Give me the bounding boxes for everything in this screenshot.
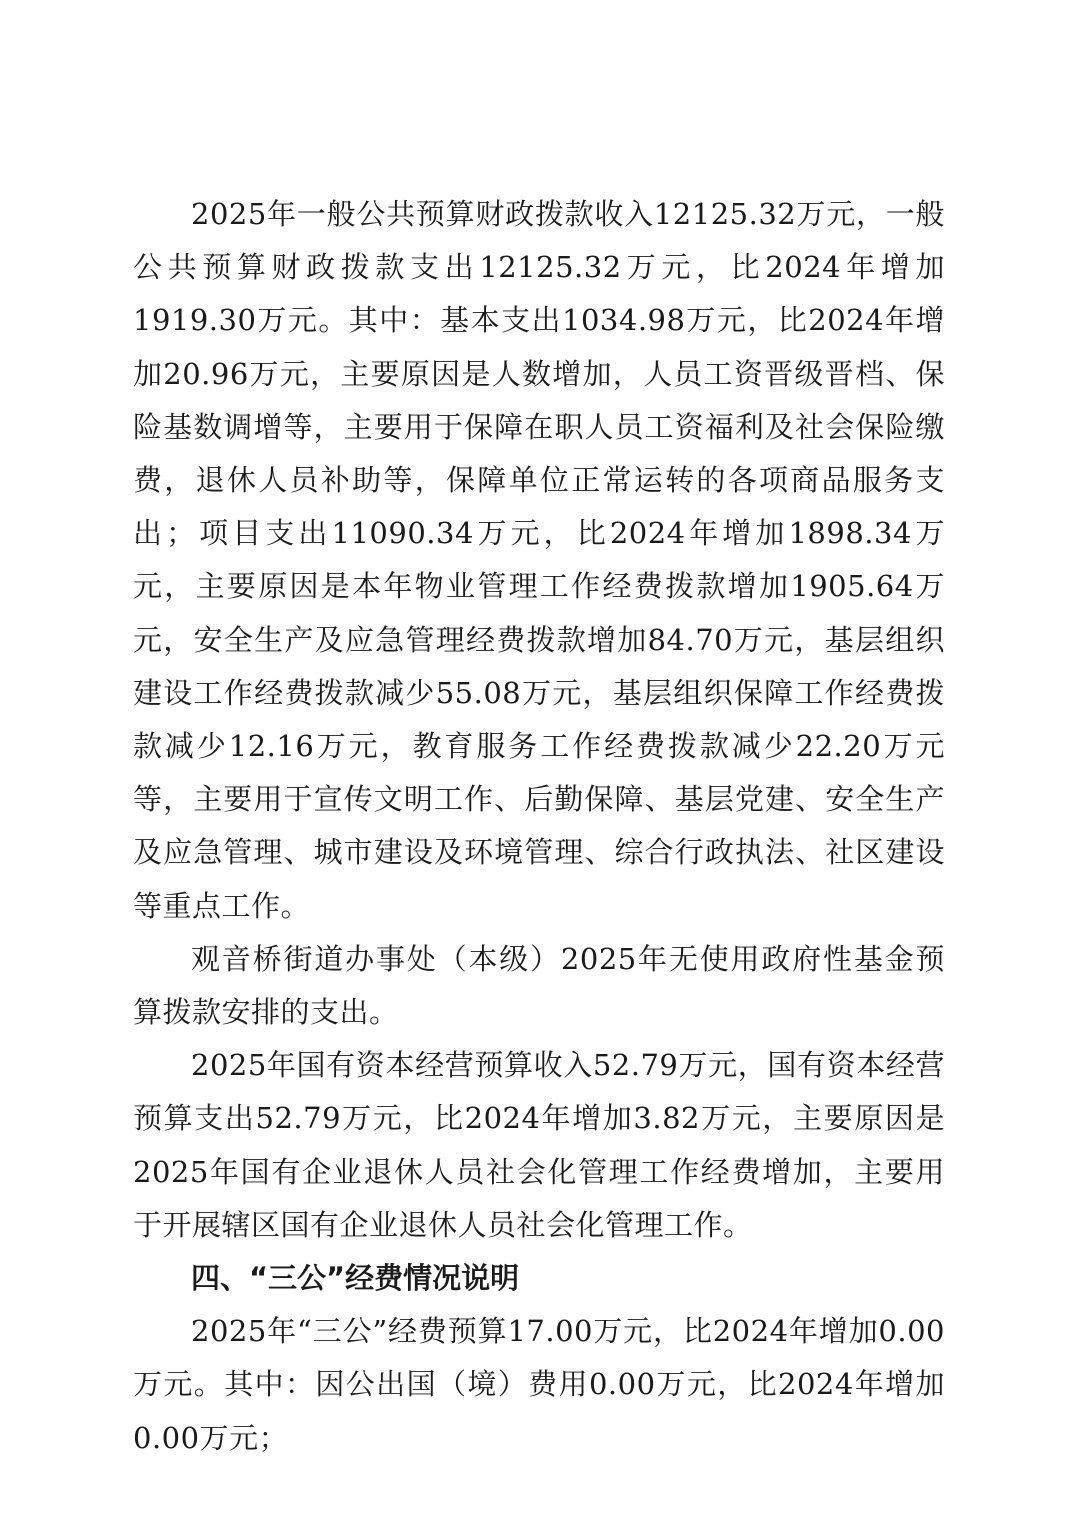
document-body (133, 188, 945, 1465)
paragraph-three-public-expenses: 2025年“三公”经费预算17.00万元，比2024年增加0.00万元。其中：因公出国（境）费用0.00万元，比2024年增加0.00万元； (133, 1314, 945, 1455)
section-heading-three-public: 四、“三公”经费情况说明 (191, 1261, 520, 1296)
paragraph-state-capital: 2025年国有资本经营预算收入52.79万元，国有资本经营预算支出52.79万元，比2024年增加3.82万元，主要原因是2025年国有企业退休人员社会化管理工作经费增加，主要用于开展辖区国有企业退休人员社会化管理工作。 (133, 1048, 945, 1242)
paragraph-general-budget: 2025年一般公共预算财政拨款收入12125.32万元，一般公共预算财政拨款支出12125.32万元，比2024年增加1919.30万元。其中：基本支出1034.98万元，比2024年增加20.96万元，主要原因是人数增加，人员工资晋级晋档、保险基数调增等，主要用于保障在职人员工资福利及社会保险缴费，退休人员补助等，保障单位正常运转的各项商品服务支出；项目支出11090.34万元，比2024年增加1898.34万元，主要原因是本年物业管理工作经费拨款增加1905.64万元，安全生产及应急管理经费拨款增加84.70万元，基层组织建设工作经费拨款减少55.08万元，基层组织保障工作经费拨款减少12.16万元，教育服务工作经费拨款减少22.20万元等，主要用于宣传文明工作、后勤保障、基层党建、安全生产及应急管理、城市建设及环境管理、综合行政执法、社区建设等重点工作。 (133, 197, 945, 923)
paragraph-government-fund: 观音桥街道办事处（本级）2025年无使用政府性基金预算拨款安排的支出。 (133, 941, 945, 1030)
